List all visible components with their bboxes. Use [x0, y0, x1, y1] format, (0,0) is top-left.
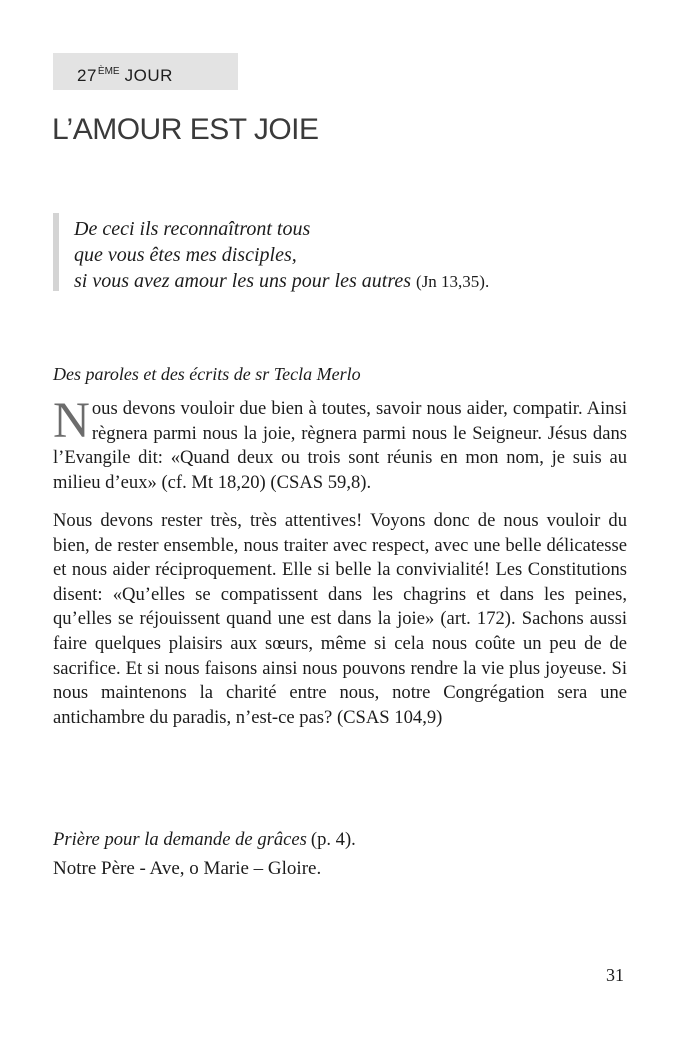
- quote-reference: (Jn 13,35).: [416, 272, 490, 291]
- day-word: JOUR: [124, 66, 173, 85]
- day-suffix: ÈME: [97, 66, 120, 77]
- page-number: 31: [606, 965, 624, 985]
- prayer-label: Prière pour la demande de grâces: [53, 829, 307, 850]
- paragraph-1: [53, 393, 627, 495]
- quote-bar: [53, 213, 59, 291]
- day-label-box: [53, 53, 238, 90]
- quote-line-3: [74, 268, 489, 295]
- quote-line-2: que vous êtes mes disciples,: [74, 244, 297, 266]
- quote-line-1: De ceci ils reconnaîtront tous: [74, 218, 311, 240]
- scripture-quote: [74, 216, 489, 295]
- page-title: L’AMOUR EST JOIE: [52, 113, 319, 146]
- prayer-line: [53, 829, 356, 851]
- drop-cap: N: [53, 393, 90, 449]
- closing-prayers: Notre Père - Ave, o Marie – Gloire.: [53, 858, 322, 879]
- paragraph-2: Nous devons rester très, très attentives! Voyons donc de nous vouloir du bien, de rester ensemble, nous traiter avec respect, avec une belle délicatesse et nous aider réciproquement. Elle si belle la convivialité! Les Constitutions disent: «Qu’elles se compatissent dans les chagrins et dans les peines, qu’elles se réjouissent quand une est dans la joie» (art. 172). Sachons aussi faire quelques plaisirs aux sœurs, même si cela nous coûte un peu de de sacrifice. Et si nous faisons ainsi nous pouvons rendre la vie plus joyeuse. Si nous maintenons la charité entre nous, notre Congrégation sera une antichambre du paradis, n’est-ce pas? (CSAS 104,9): [53, 510, 627, 728]
- section-title: Des paroles et des écrits de sr Tecla Merlo: [53, 364, 361, 384]
- quote-line-3-text: si vous avez amour les uns pour les autres: [74, 270, 412, 292]
- prayer-page-ref: (p. 4).: [310, 829, 356, 850]
- paragraph-1-text: ous devons vouloir due bien à toutes, savoir nous aider, compatir. Ainsi règnera parmi nous la joie, règnera parmi nous le Seigneur. Jésus dans l’Evangile dit: «Quand deux ou trois sont réunis en mon nom, je suis au milieu d’eux» (cf. Mt 18,20) (CSAS 59,8).: [53, 398, 627, 493]
- day-number: 27: [77, 66, 97, 85]
